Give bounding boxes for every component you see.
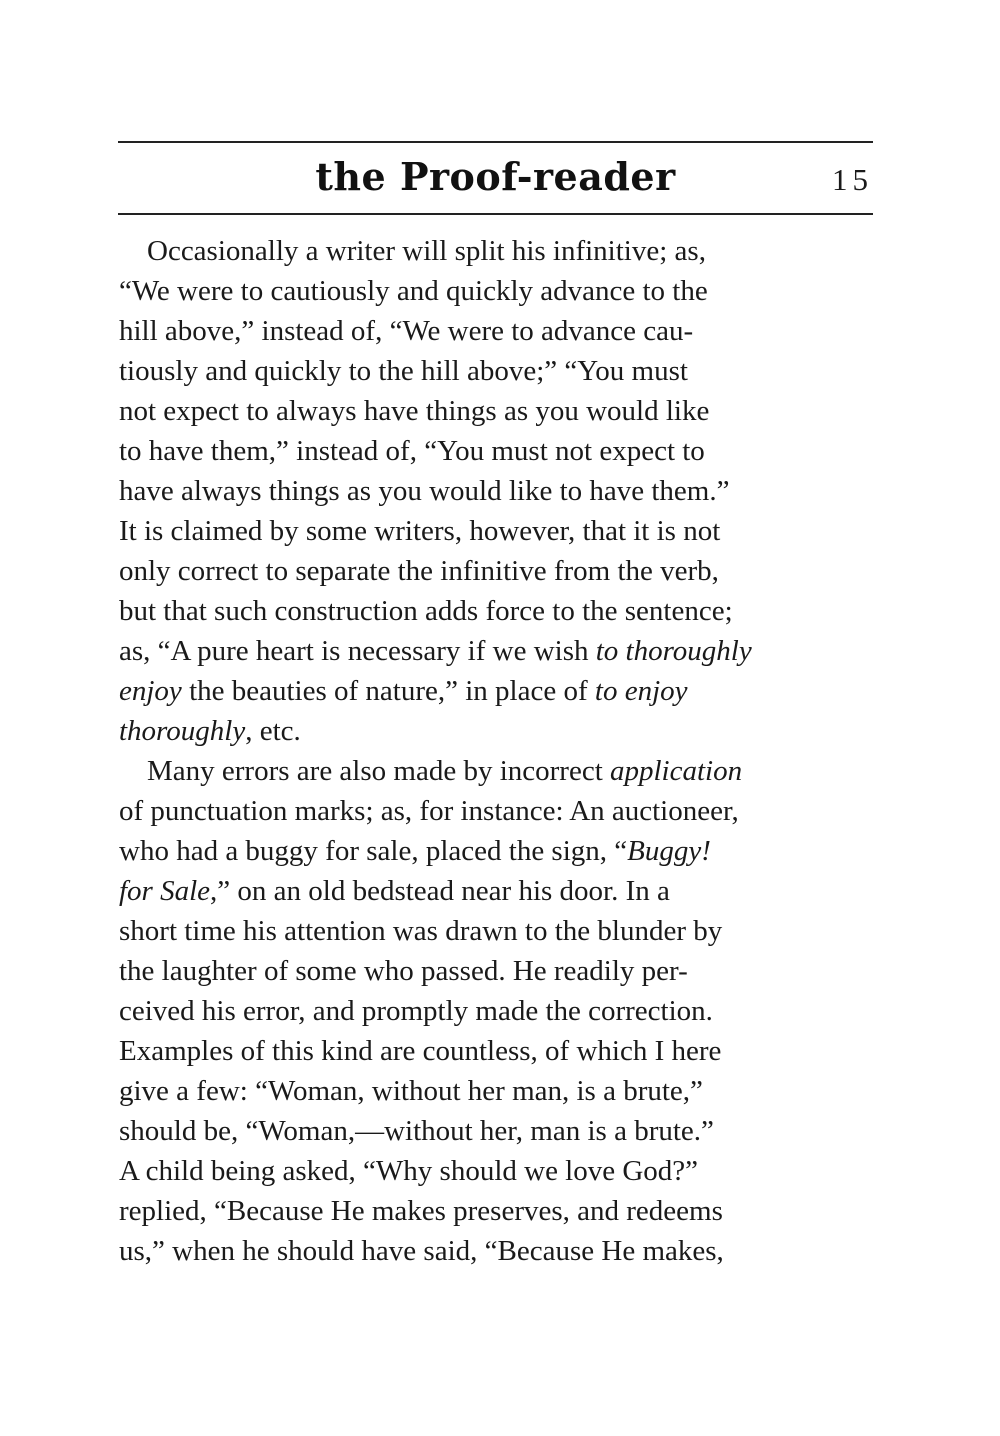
text-line: [119, 671, 876, 711]
text-line: [119, 351, 876, 391]
running-title: the Proof-reader: [315, 154, 676, 199]
text-line: [119, 1231, 876, 1271]
text-segment: give a few: “Woman, without her man, is a brute,”: [119, 1075, 703, 1107]
text-segment: tiously and quickly to the hill above;” “You must: [119, 355, 688, 387]
italic-text: to thoroughly: [595, 635, 752, 667]
text-segment: replied, “Because He makes preserves, and redeems: [119, 1195, 723, 1227]
text-line: [119, 311, 876, 351]
text-segment: only correct to separate the infinitive from the verb,: [119, 555, 719, 587]
text-line: [119, 1111, 876, 1151]
text-line: [119, 551, 876, 591]
text-segment: It is claimed by some writers, however, that it is not: [119, 515, 721, 547]
header-rule-bottom: [118, 213, 873, 215]
text-line: [119, 791, 876, 831]
text-segment: of punctuation marks; as, for instance: An auctioneer,: [119, 795, 739, 827]
text-line: [119, 471, 876, 511]
text-segment: short time his attention was drawn to the blunder by: [119, 915, 723, 947]
text-line: [119, 1151, 876, 1191]
page-number: 15: [832, 162, 873, 197]
text-segment: “We were to cautiously and quickly advance to the: [119, 275, 708, 307]
italic-text: for Sale: [119, 875, 211, 907]
text-segment: , etc.: [245, 715, 301, 747]
text-segment: ,” on an old bedstead near his door. In a: [210, 875, 670, 907]
text-line: [119, 991, 876, 1031]
header-rule-top: [118, 141, 873, 143]
text-segment: A child being asked, “Why should we love God?”: [119, 1155, 699, 1187]
text-segment: Many errors are also made by incorrect: [147, 755, 610, 787]
text-segment: who had a buggy for sale, placed the sign, “: [119, 835, 628, 867]
text-line: [119, 1191, 876, 1231]
text-segment: have always things as you would like to have them.”: [119, 475, 730, 507]
text-segment: should be, “Woman,—without her, man is a brute.”: [119, 1115, 714, 1147]
italic-text: thoroughly: [119, 715, 246, 747]
text-segment: us,” when he should have said, “Because He makes,: [119, 1235, 724, 1267]
text-line: [119, 431, 876, 471]
text-line: [119, 871, 876, 911]
text-segment: ceived his error, and promptly made the correction.: [119, 995, 713, 1027]
text-line: [119, 751, 876, 791]
text-segment: the beauties of nature,” in place of: [181, 675, 595, 707]
italic-text: enjoy: [119, 675, 182, 707]
text-line: [119, 271, 876, 311]
text-line: [119, 911, 876, 951]
text-line: [119, 591, 876, 631]
text-line: [119, 951, 876, 991]
text-segment: not expect to always have things as you would like: [119, 395, 710, 427]
text-segment: as, “A pure heart is necessary if we wish: [119, 635, 596, 667]
text-line: [119, 831, 876, 871]
text-line: [119, 1071, 876, 1111]
italic-text: to enjoy: [594, 675, 688, 707]
italic-text: application: [610, 755, 743, 787]
italic-text: Buggy!: [627, 835, 711, 867]
text-line: [119, 711, 876, 751]
text-segment: to have them,” instead of, “You must not expect to: [119, 435, 705, 467]
text-segment: but that such construction adds force to the sentence;: [119, 595, 733, 627]
text-segment: Examples of this kind are countless, of which I here: [119, 1035, 722, 1067]
text-segment: hill above,” instead of, “We were to advance cau-: [119, 315, 694, 347]
text-line: [119, 631, 876, 671]
text-line: [119, 391, 876, 431]
text-line: [119, 1031, 876, 1071]
text-segment: Occasionally a writer will split his infinitive; as,: [147, 235, 706, 267]
text-line: [119, 511, 876, 551]
text-line: [119, 231, 876, 271]
body-text: [119, 231, 876, 1271]
text-segment: the laughter of some who passed. He readily per-: [119, 955, 688, 987]
